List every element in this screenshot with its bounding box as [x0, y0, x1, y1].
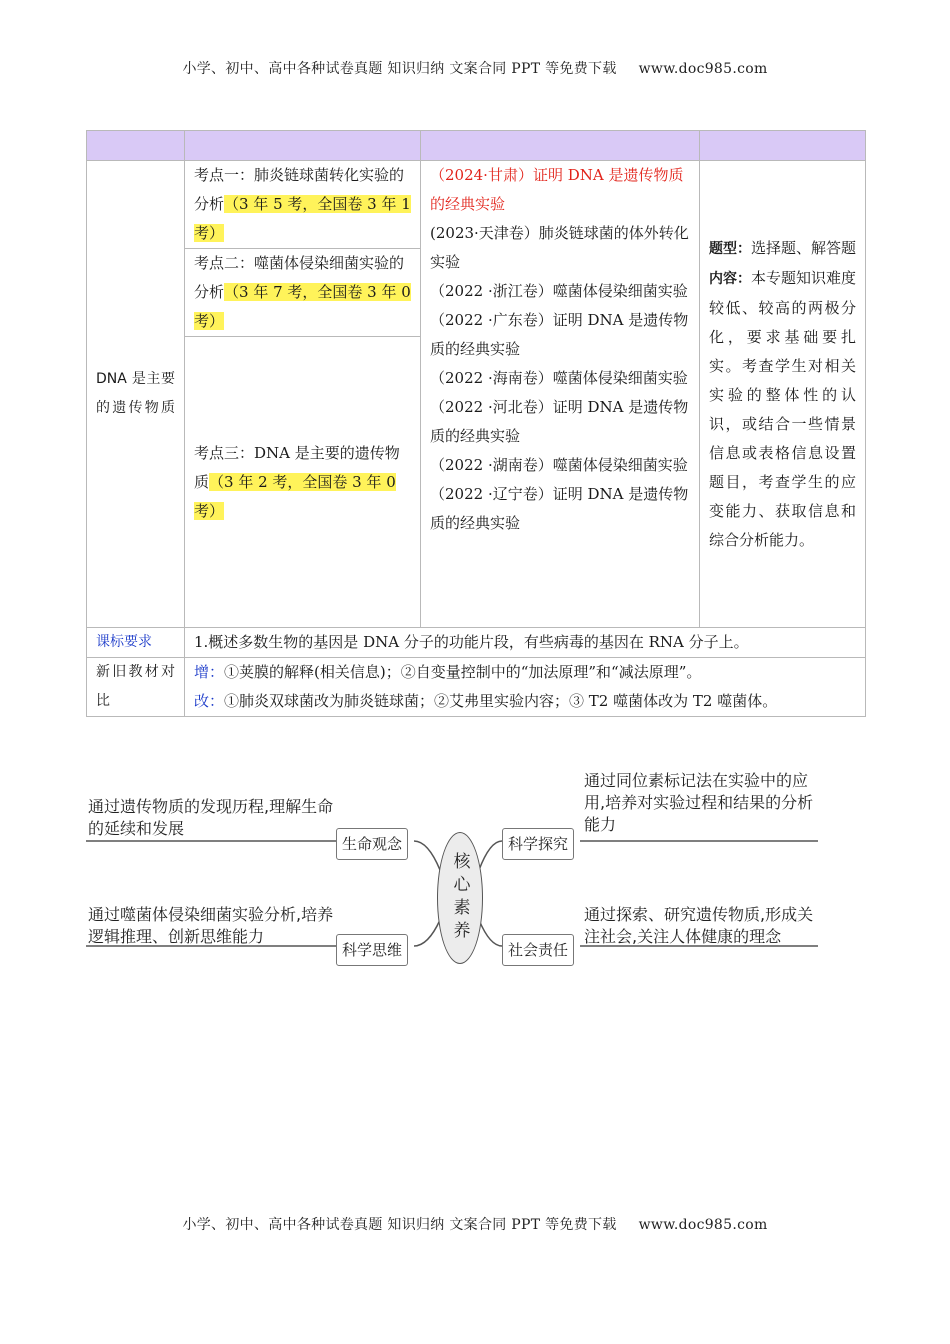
kaodian-label: 考点三：DNA 是主要的遗传物质 [194, 443, 400, 491]
mindmap-center [437, 832, 483, 964]
table-row [87, 161, 866, 249]
content-label: 内容： [709, 270, 751, 287]
table-row [87, 628, 866, 658]
question-item: （2022 ·广东卷）证明 DNA 是遗传物质的经典实验 [430, 311, 689, 358]
compare-change-label: 改： [194, 692, 225, 710]
page-header [0, 58, 950, 78]
compare-label: 新旧教材对比 [87, 658, 185, 717]
kaodian-note: （3 年 2 考，全国卷 3 年 0 考） [194, 472, 396, 520]
type-label: 题型： [709, 240, 751, 257]
mindmap-box-life: 生命观念 [336, 828, 408, 860]
mindmap-text-responsibility: 通过探索、研究遗传物质,形成关注社会,关注人体健康的理念 [584, 905, 814, 946]
question-item: （2022 ·湖南卷）噬菌体侵染细菌实验 [430, 456, 688, 474]
question-item: （2022 ·浙江卷）噬菌体侵染细菌实验 [430, 282, 688, 300]
mindmap-text-inquiry: 通过同位素标记法在实验中的应用,培养对实验过程和结果的分析能力 [584, 771, 814, 834]
question-item: (2023·天津卷）肺炎链球菌的体外转化实验 [430, 224, 689, 271]
compare-add-text: ①荚膜的解释(相关信息)；②自变量控制中的“加法原理”和“减法原理”。 [224, 663, 702, 681]
compare-add-label: 增： [194, 663, 225, 681]
question-item: （2022 ·河北卷）证明 DNA 是遗传物质的经典实验 [430, 398, 689, 445]
questions-cell [421, 161, 700, 628]
kaodian-1 [185, 161, 421, 249]
mindmap-text-life: 通过遗传物质的发现历程,理解生命的延续和发展 [88, 797, 334, 838]
question-item: （2024·甘肃）证明 DNA 是遗传物质的经典实验 [430, 166, 684, 213]
kaodian-2 [185, 249, 421, 337]
table-row [87, 658, 866, 717]
type-value: 选择题、解答题 [751, 238, 857, 257]
question-item: （2022 ·辽宁卷）证明 DNA 是遗传物质的经典实验 [430, 485, 689, 532]
kaodian-label: 考点二：噬菌体侵染细菌实验的分析 [194, 254, 405, 301]
kaodian-note: （3 年 7 考，全国卷 3 年 0 考） [194, 283, 411, 330]
standard-text: 1.概述多数生物的基因是 DNA 分子的功能片段，有些病毒的基因在 RNA 分子上。 [185, 628, 866, 658]
mindmap-box-responsibility: 社会责任 [502, 934, 574, 966]
mindmap-text-thinking: 通过噬菌体侵染细菌实验分析,培养逻辑推理、创新思维能力 [88, 905, 334, 946]
footer-text: 小学、初中、高中各种试卷真题 知识归纳 文案合同 PPT 等免费下载 [182, 1217, 617, 1233]
footer-url[interactable]: www.doc985.com [638, 1217, 768, 1233]
mindmap-center-label: 核心素养 [449, 852, 470, 944]
question-item: （2022 ·海南卷）噬菌体侵染细菌实验 [430, 369, 688, 387]
page-footer [0, 1214, 950, 1234]
compare-cell [185, 658, 866, 717]
summary-cell [700, 161, 866, 628]
header-url[interactable]: www.doc985.com [638, 61, 768, 77]
knowledge-table [86, 130, 866, 717]
mindmap-box-thinking: 科学思维 [336, 934, 408, 966]
kaodian-note: （3 年 5 考，全国卷 3 年 1 考） [194, 195, 411, 242]
compare-change-text: ①肺炎双球菌改为肺炎链球菌；②艾弗里实验内容；③ T2 噬菌体改为 T2 噬菌体。 [224, 692, 778, 710]
standard-label: 课标要求 [87, 628, 185, 658]
topic-cell: DNA 是主要的遗传物质 [87, 161, 185, 628]
content-value: 本专题知识难度较低、较高的两极分化，要求基础要扎实。考查学生对相关实验的整体性的认识，或结合一些情景信息或表格信息设置题目，考查学生的应变能力、获取信息和综合分析能力。 [709, 268, 857, 549]
header-text: 小学、初中、高中各种试卷真题 知识归纳 文案合同 PPT 等免费下载 [182, 61, 617, 77]
kaodian-3 [185, 337, 421, 628]
table-header-row [87, 131, 866, 161]
kaodian-label: 考点一：肺炎链球菌转化实验的分析 [194, 166, 405, 213]
mindmap-box-inquiry: 科学探究 [502, 828, 574, 860]
